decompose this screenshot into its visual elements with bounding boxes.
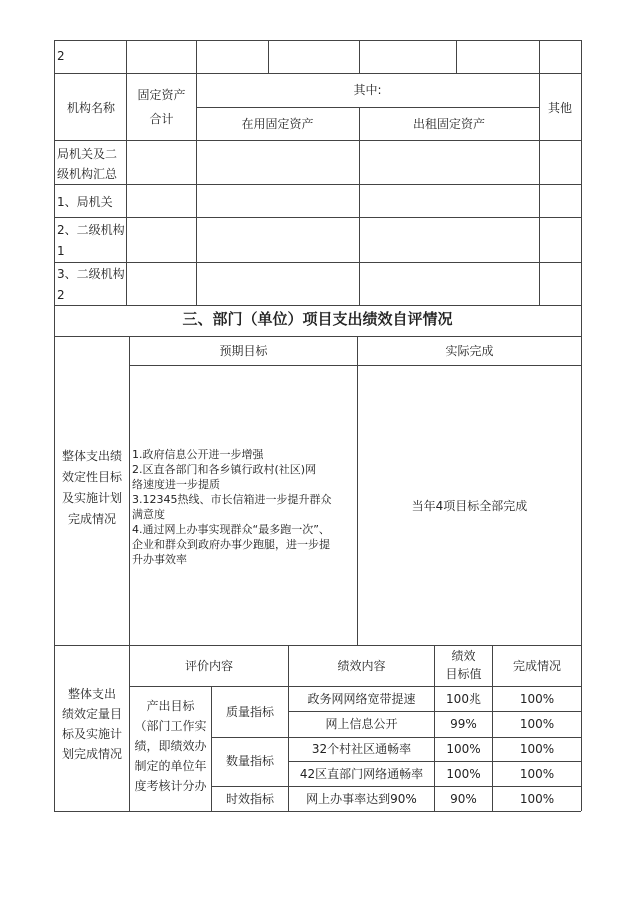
quantitative-label-2: 绩效定量目: [61, 707, 122, 721]
qualitative-label-3: 及实施计划: [61, 491, 122, 505]
row-target: 90%: [450, 792, 477, 806]
table-line: [539, 40, 540, 305]
expected-goal-line: 2.区直各部门和各乡镇行政村(社区)网: [132, 463, 317, 476]
table-border-left: [54, 40, 55, 645]
output-target-line: 绩，即绩效办: [134, 739, 207, 753]
expected-goal-line: 升办事效率: [132, 553, 187, 566]
row-target: 100兆: [446, 692, 481, 706]
row-content: 32个村社区通畅率: [311, 742, 412, 756]
header-fixed-assets-2: 合计: [149, 112, 174, 126]
table-border-right: [581, 40, 582, 645]
table-line: [129, 686, 581, 687]
table-line: [54, 184, 581, 185]
row-target: 99%: [450, 717, 477, 731]
quantitative-label-4: 划完成情况: [61, 747, 122, 761]
table-line: [54, 645, 581, 646]
table-line: [129, 365, 581, 366]
table-line: [54, 336, 581, 337]
table-line: [54, 217, 581, 218]
table-line: [196, 40, 197, 305]
table-border-bottom: [54, 811, 581, 812]
header-of-which: 其中:: [353, 83, 382, 97]
row-status: 100%: [519, 717, 555, 731]
table-line: [126, 40, 127, 305]
quality-indicator: 质量指标: [225, 705, 274, 719]
row-target: 100%: [446, 742, 481, 756]
table-line: [288, 711, 581, 712]
table-line: [288, 761, 581, 762]
row-label-partial: 2: [57, 49, 65, 63]
header-org-name: 机构名称: [66, 101, 115, 115]
header-rented-out: 出租固定资产: [412, 117, 485, 131]
table-line: [129, 336, 130, 645]
row-summary-1: 局机关及二: [57, 147, 118, 161]
row-secondary-1b: 1: [57, 244, 65, 258]
expected-goal-line: 络速度进一步提质: [132, 478, 220, 491]
qualitative-label-1: 整体支出绩: [61, 449, 122, 463]
row-summary-2: 级机构汇总: [57, 167, 118, 181]
table-line: [211, 786, 581, 787]
actual-completion-text: 当年4项目标全部完成: [411, 499, 528, 513]
expected-goal-line: 企业和群众到政府办事少跑腿，进一步提: [132, 538, 330, 551]
table-border-top: [54, 40, 581, 41]
table-line: [54, 262, 581, 263]
row-content: 政务网网络宽带提速: [307, 692, 416, 706]
perf-content-header: 绩效内容: [337, 659, 386, 673]
status-header: 完成情况: [512, 659, 561, 673]
output-target-line: （部门工作实: [134, 719, 207, 733]
quantity-indicator: 数量指标: [225, 754, 274, 768]
expected-goal-line: 4.通过网上办事实现群众“最多跑一次”、: [132, 523, 330, 536]
table-line: [211, 737, 581, 738]
target-header-2: 目标值: [445, 667, 482, 681]
target-header-1: 绩效: [451, 649, 476, 663]
qualitative-label-2: 效定性目标: [61, 470, 122, 484]
row-content: 42区直部门网络通畅率: [299, 767, 424, 781]
quantitative-label-3: 标及实施计: [61, 727, 122, 741]
table-line: [357, 336, 358, 645]
expected-goal-line: 满意度: [132, 508, 165, 521]
row-bureau: 1、局机关: [57, 195, 113, 209]
table-line: [359, 40, 360, 73]
table-line: [456, 40, 457, 73]
row-status: 100%: [519, 742, 555, 756]
row-status: 100%: [519, 792, 555, 806]
qualitative-label-4: 完成情况: [67, 512, 116, 526]
timeliness-indicator: 时效指标: [225, 792, 274, 806]
output-target-line: 度考核计分办: [134, 779, 207, 793]
quantitative-label-1: 整体支出: [67, 687, 116, 701]
table-line: [268, 40, 269, 73]
expected-goal-line: 3.12345热线、市长信箱进一步提升群众: [132, 493, 332, 506]
actual-completion-header: 实际完成: [445, 344, 494, 358]
section-title: 三、部门（单位）项目支出绩效自评情况: [182, 310, 453, 328]
row-secondary-1a: 2、二级机构: [57, 223, 125, 237]
table-line: [196, 107, 539, 108]
expected-goal-line: 1.政府信息公开进一步增强: [132, 448, 264, 461]
output-target-line: 制定的单位年: [134, 759, 207, 773]
header-other: 其他: [547, 101, 572, 115]
row-secondary-2a: 3、二级机构: [57, 267, 125, 281]
eval-content-header: 评价内容: [184, 659, 233, 673]
output-target-line: 产出目标: [146, 699, 195, 713]
table-line: [54, 140, 581, 141]
row-content: 网上办事率达到90%: [306, 792, 417, 806]
row-content: 网上信息公开: [325, 717, 398, 731]
row-status: 100%: [519, 692, 555, 706]
table-line: [54, 305, 581, 306]
table-border-right: [581, 645, 582, 811]
row-secondary-2b: 2: [57, 288, 65, 302]
row-target: 100%: [446, 767, 481, 781]
row-status: 100%: [519, 767, 555, 781]
header-fixed-assets-1: 固定资产: [137, 88, 186, 102]
table-line: [54, 73, 581, 74]
expected-goals-header: 预期目标: [219, 344, 268, 358]
table-line: [359, 107, 360, 305]
header-in-use: 在用固定资产: [241, 117, 314, 131]
